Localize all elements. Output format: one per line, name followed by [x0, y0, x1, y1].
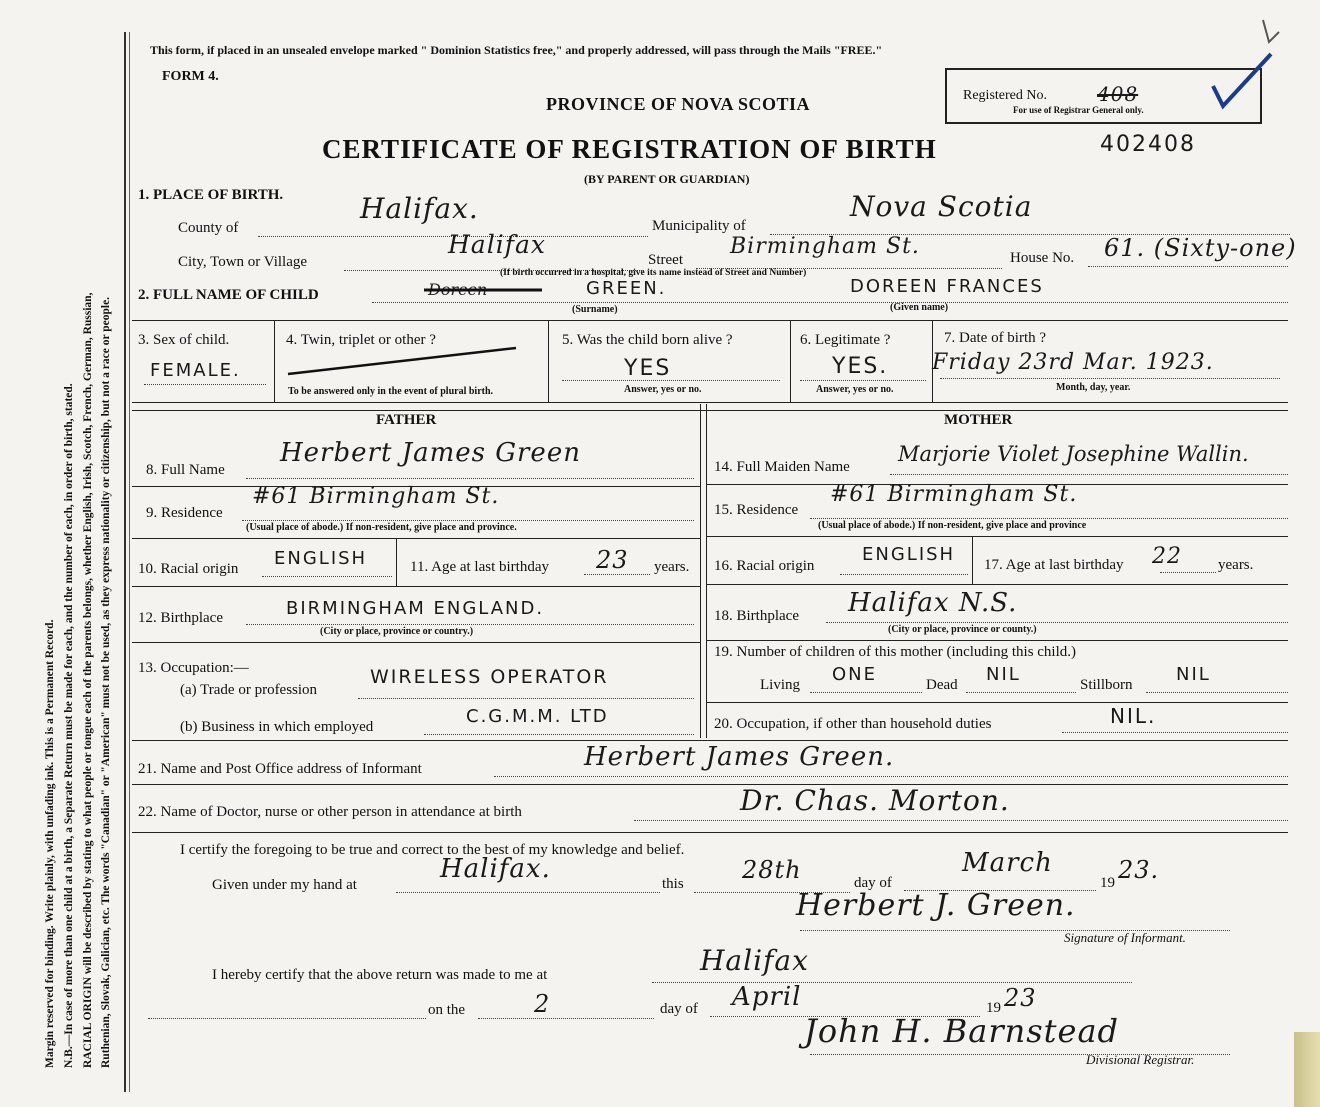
child-given-value: DOREEN FRANCES — [850, 276, 1044, 297]
sex-label: 3. Sex of child. — [138, 332, 230, 348]
father-age-label: 11. Age at last birthday — [410, 559, 549, 575]
mother-birthplace-value: Halifax N.S. — [848, 588, 1018, 618]
alive-value: YES — [624, 356, 672, 381]
signature-caption: Signature of Informant. — [1064, 930, 1186, 945]
dead-label: Dead — [926, 677, 958, 693]
certificate-subtitle: (BY PARENT OR GUARDIAN) — [584, 172, 750, 186]
day-of-label-2: day of — [660, 1001, 698, 1017]
father-trade-label: (a) Trade or profession — [180, 682, 318, 698]
dob-label: 7. Date of birth ? — [944, 330, 1047, 346]
child-name-label: 2. FULL NAME OF CHILD — [138, 287, 319, 303]
mother-name-value: Marjorie Violet Josephine Wallin. — [898, 442, 1249, 466]
on-the-value: 2 — [534, 990, 551, 1018]
father-residence-label: 9. Residence — [146, 505, 223, 521]
father-residence-value: #61 Birmingham St. — [252, 484, 500, 509]
certificate-title: CERTIFICATE OF REGISTRATION OF BIRTH — [322, 134, 937, 164]
paper-stain — [1294, 1032, 1320, 1107]
handwritten-number: 402408 — [1100, 132, 1196, 157]
legitimate-label: 6. Legitimate ? — [800, 332, 891, 348]
living-value: ONE — [832, 664, 878, 685]
legitimate-caption: Answer, yes or no. — [816, 384, 894, 395]
mailing-notice: This form, if placed in an unsealed envelope marked " Dominion Statistics free," and properly addressed, will pass through the Mails "FREE." — [150, 43, 883, 57]
registrar-caption: Divisional Registrar. — [1086, 1052, 1195, 1067]
doctor-value: Dr. Chas. Morton. — [740, 784, 1010, 817]
street-value: Birmingham St. — [730, 234, 920, 259]
father-business-label: (b) Business in which employed — [180, 719, 374, 735]
father-name-label: 8. Full Name — [146, 462, 225, 478]
mother-occupation-value: NIL. — [1110, 704, 1157, 728]
twin-label: 4. Twin, triplet or other ? — [286, 332, 436, 348]
svg-text:Doreen: Doreen — [428, 280, 488, 299]
province-heading: PROVINCE OF NOVA SCOTIA — [546, 94, 811, 114]
municipality-label: Municipality of — [652, 218, 746, 234]
margin-note-binding: Margin reserved for binding. Write plainly, with unfading ink. This is a Permanent Record. — [44, 619, 56, 1068]
margin-note-nb: N.B.—In case of more than one child at a birth, a Separate Return must be made for each, and the number of each, in order of birth, stated. — [63, 383, 75, 1068]
mother-children-label: 19. Number of children of this mother (including this child.) — [714, 644, 1077, 660]
mother-occupation-label: 20. Occupation, if other than household duties — [714, 716, 992, 732]
father-birthplace-value: BIRMINGHAM ENGLAND. — [286, 598, 545, 619]
twin-caption: To be answered only in the event of plural birth. — [288, 386, 494, 397]
certify-text: I certify the foregoing to be true and correct to the best of my knowledge and belief. — [180, 842, 685, 858]
child-surname-value: GREEN. — [586, 278, 667, 299]
mother-racial-label: 16. Racial origin — [714, 558, 815, 574]
registrar-place-value: Halifax — [700, 944, 809, 977]
father-occupation-label: 13. Occupation:— — [138, 660, 249, 676]
mother-residence-caption: (Usual place of abode.) If non-resident, give place and province — [818, 520, 1087, 531]
father-birthplace-label: 12. Birthplace — [138, 610, 223, 626]
municipality-value: Nova Scotia — [850, 190, 1033, 223]
informant-signature: Herbert J. Green. — [796, 888, 1076, 923]
street-label: Street — [648, 252, 683, 268]
year-prefix: 19 — [1100, 875, 1115, 891]
margin-note-racial-2: Ruthenian, Slovak, Galician, etc. The words "Canadian" or "American" must not be used, as they express nationality or citizenship, but not a race or people. — [100, 296, 112, 1068]
house-no-value: 61. (Sixty-one) — [1104, 234, 1297, 262]
checkmark-icon — [1205, 14, 1285, 114]
margin-rule-inner — [129, 32, 130, 1092]
given-place-value: Halifax. — [440, 854, 551, 884]
registrar-signature: John H. Barnstead — [804, 1012, 1120, 1050]
city-label: City, Town or Village — [178, 254, 308, 270]
surname-caption: (Surname) — [572, 304, 618, 315]
dob-caption: Month, day, year. — [1056, 382, 1131, 393]
registrar-use-note: For use of Registrar General only. — [1013, 105, 1144, 115]
father-age-unit: years. — [654, 559, 690, 575]
day-of-label: day of — [854, 875, 892, 891]
father-residence-caption: (Usual place of abode.) If non-resident, give place and province. — [246, 522, 517, 533]
mother-age-value: 22 — [1152, 544, 1182, 569]
father-racial-value: ENGLISH — [274, 548, 368, 569]
twin-dash — [284, 340, 524, 380]
father-trade-value: WIRELESS OPERATOR — [370, 666, 609, 688]
month2-value: April — [732, 982, 802, 1012]
this-label: this — [662, 876, 684, 892]
doctor-label: 22. Name of Doctor, nurse or other person in attendance at birth — [138, 804, 522, 820]
on-the-label: on the — [428, 1002, 466, 1018]
given-under-label: Given under my hand at — [212, 877, 357, 893]
mother-name-label: 14. Full Maiden Name — [714, 459, 850, 475]
father-birthplace-caption: (City or place, province or country.) — [320, 626, 474, 637]
given-caption: (Given name) — [890, 302, 949, 313]
year2-prefix: 19 — [986, 1000, 1001, 1016]
this-day-value: 28th — [742, 856, 802, 884]
informant-label: 21. Name and Post Office address of Informant — [138, 761, 422, 777]
registered-value: 408 — [1097, 82, 1139, 106]
strikeout-mark — [424, 280, 544, 300]
informant-value: Herbert James Green. — [584, 742, 895, 772]
stillborn-value: NIL — [1176, 664, 1211, 685]
margin-note-racial-1: RACIAL ORIGIN will be described by stating to what people or tongue each of the parents belongs, whether English, Irish, Scotch, French, German, Russian, — [82, 292, 94, 1068]
sex-value: FEMALE. — [150, 360, 241, 381]
mother-residence-label: 15. Residence — [714, 502, 799, 518]
registered-label: Registered No. — [963, 88, 1047, 103]
month-value: March — [962, 848, 1053, 878]
father-name-value: Herbert James Green — [280, 438, 581, 468]
year2-value: 23 — [1004, 984, 1037, 1012]
legitimate-value: YES. — [832, 354, 889, 379]
house-no-label: House No. — [1010, 250, 1075, 266]
mother-heading: MOTHER — [944, 412, 1013, 428]
mother-age-unit: years. — [1218, 557, 1254, 573]
mother-age-label: 17. Age at last birthday — [984, 557, 1124, 573]
dead-value: NIL — [986, 664, 1021, 685]
county-value: Halifax. — [360, 192, 479, 225]
registrar-text: I hereby certify that the above return was made to me at — [212, 967, 548, 983]
father-age-value: 23 — [596, 546, 629, 574]
place-of-birth-heading: 1. PLACE OF BIRTH. — [138, 187, 284, 203]
mother-residence-value: #61 Birmingham St. — [830, 482, 1078, 507]
mother-birthplace-caption: (City or place, province or county.) — [888, 624, 1037, 635]
father-racial-label: 10. Racial origin — [138, 561, 239, 577]
county-label: County of — [178, 220, 239, 236]
mother-racial-value: ENGLISH — [862, 544, 956, 565]
stillborn-label: Stillborn — [1080, 677, 1133, 693]
father-heading: FATHER — [376, 412, 437, 428]
year-value: 23. — [1118, 856, 1160, 884]
father-business-value: C.G.M.M. LTD — [466, 706, 609, 727]
form-number: FORM 4. — [162, 69, 219, 84]
margin-rule — [124, 32, 126, 1092]
alive-caption: Answer, yes or no. — [624, 384, 702, 395]
city-value: Halifax — [448, 230, 546, 259]
hospital-note: (If birth occurred in a hospital, give its name instead of Street and Number) — [500, 268, 807, 278]
living-label: Living — [760, 677, 800, 693]
mother-birthplace-label: 18. Birthplace — [714, 608, 799, 624]
dob-value: Friday 23rd Mar. 1923. — [932, 350, 1214, 375]
alive-label: 5. Was the child born alive ? — [562, 332, 733, 348]
